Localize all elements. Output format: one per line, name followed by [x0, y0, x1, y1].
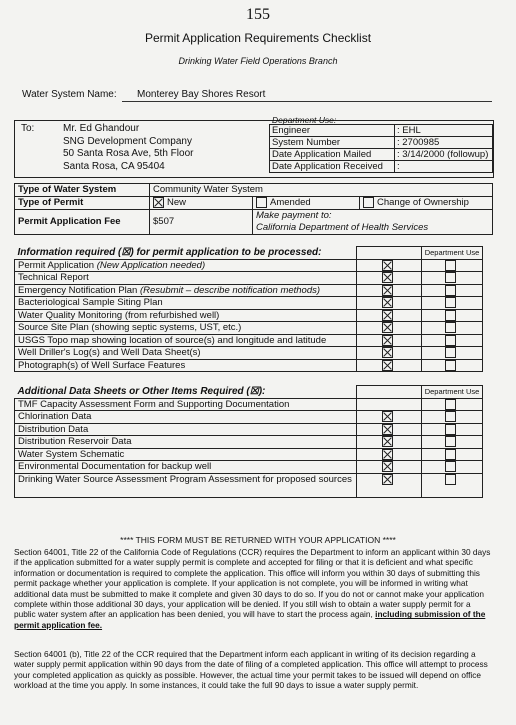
checkbox-icon[interactable]	[256, 197, 267, 208]
req-item: Permit Application (New Application needed)	[15, 259, 357, 272]
checkbox-icon[interactable]	[445, 347, 456, 358]
page-subtitle: Drinking Water Field Operations Branch	[178, 56, 338, 66]
permit-option-amended[interactable]	[253, 197, 360, 210]
information-required-heading: Information required (☒) for permit application to be processed:	[15, 247, 357, 260]
water-system-underline	[122, 101, 492, 102]
req-item: Well Driller's Log(s) and Well Data Sheet(s)	[15, 347, 357, 360]
dept-row	[270, 161, 493, 173]
department-use-heading: Department Use	[422, 247, 483, 260]
information-required-table	[14, 246, 483, 372]
permit-option-label: New	[167, 197, 187, 209]
req-item: Photograph(s) of Well Surface Features	[15, 359, 357, 372]
dept-value: : 2700985	[395, 137, 493, 149]
checkbox-icon[interactable]	[445, 272, 456, 283]
checkbox-icon[interactable]	[382, 310, 393, 321]
dept-value: : 3/14/2000 (followup)	[395, 149, 493, 161]
dept-key: Date Application Mailed	[270, 149, 395, 161]
water-system-label: Water System Name:	[22, 89, 117, 100]
additional-item: Chlorination Data	[15, 411, 357, 424]
checkbox-icon[interactable]	[363, 197, 374, 208]
table-row	[15, 334, 483, 347]
dept-value: : EHL	[395, 125, 493, 137]
checkbox-icon[interactable]	[382, 297, 393, 308]
dept-key: System Number	[270, 137, 395, 149]
checkbox-icon[interactable]	[382, 272, 393, 283]
req-item: USGS Topo map showing location of source(s) and longitude and latitude	[15, 334, 357, 347]
additional-items-table	[14, 385, 483, 498]
checkbox-icon[interactable]	[445, 449, 456, 460]
additional-item: Environmental Documentation for backup well	[15, 461, 357, 474]
checkbox-icon[interactable]	[382, 411, 393, 422]
checkbox-icon[interactable]	[445, 360, 456, 371]
system-info-table	[14, 183, 493, 235]
department-use-table	[269, 124, 493, 173]
additional-item: Drinking Water Source Assessment Program Assessment for proposed sources	[15, 473, 357, 497]
table-row	[15, 309, 483, 322]
additional-item: Distribution Reservoir Data	[15, 436, 357, 449]
checkbox-icon[interactable]	[382, 335, 393, 346]
to-label: To:	[21, 123, 35, 134]
checkbox-icon[interactable]	[382, 424, 393, 435]
payment-info	[253, 210, 493, 235]
table-row	[15, 461, 483, 474]
checkbox-icon[interactable]	[445, 322, 456, 333]
dept-key: Engineer	[270, 125, 395, 137]
table-row	[15, 284, 483, 297]
req-item: Technical Report	[15, 272, 357, 285]
checkbox-icon[interactable]	[445, 461, 456, 472]
recipient-street: 50 Santa Rosa Ave, 5th Floor	[63, 148, 194, 159]
req-item: Water Quality Monitoring (from refurbished well)	[15, 309, 357, 322]
table-row	[15, 398, 483, 411]
checkbox-icon[interactable]	[382, 449, 393, 460]
must-return-notice: **** THIS FORM MUST BE RETURNED WITH YOUR APPLICATION ****	[120, 535, 396, 545]
additional-item: Distribution Data	[15, 423, 357, 436]
table-row	[15, 411, 483, 424]
permit-option-new[interactable]	[150, 197, 253, 210]
dept-row	[270, 149, 493, 161]
req-item: Source Site Plan (showing septic systems, UST, etc.)	[15, 322, 357, 335]
water-system-type-value: Community Water System	[150, 184, 493, 197]
checkbox-icon[interactable]	[382, 461, 393, 472]
checkbox-icon[interactable]	[382, 347, 393, 358]
dept-key: Date Application Received	[270, 161, 395, 173]
table-row	[15, 448, 483, 461]
checkbox-icon[interactable]	[445, 474, 456, 485]
checkbox-icon[interactable]	[445, 399, 456, 410]
department-use-label: Department Use:	[272, 115, 337, 125]
checkbox-icon[interactable]	[445, 285, 456, 296]
checkbox-icon[interactable]	[382, 436, 393, 447]
permit-type-label: Type of Permit	[15, 197, 150, 210]
table-row	[15, 423, 483, 436]
checkbox-icon[interactable]	[445, 411, 456, 422]
fee-label: Permit Application Fee	[15, 210, 150, 235]
payment-line-2: California Department of Health Services	[256, 222, 429, 234]
checkbox-icon[interactable]	[382, 260, 393, 271]
table-row	[15, 473, 483, 497]
table-row	[15, 259, 483, 272]
additional-item: Water System Schematic	[15, 448, 357, 461]
permit-option-change[interactable]	[360, 197, 493, 210]
checkbox-icon[interactable]	[445, 436, 456, 447]
water-system-type-label: Type of Water System	[15, 184, 150, 197]
recipient-city: Santa Rosa, CA 95404	[63, 160, 165, 172]
req-item: Bacteriological Sample Siting Plan	[15, 297, 357, 310]
checkbox-icon[interactable]	[445, 310, 456, 321]
page-title: Permit Application Requirements Checklist	[144, 31, 372, 45]
section-64001-paragraph	[14, 547, 492, 630]
table-row	[15, 359, 483, 372]
checkbox-icon[interactable]	[382, 474, 393, 485]
checkbox-icon[interactable]	[445, 335, 456, 346]
permit-option-label: Amended	[270, 197, 311, 209]
payment-line-1: Make payment to:	[256, 210, 332, 222]
recipient-name: Mr. Ed Ghandour	[63, 123, 140, 134]
additional-item: TMF Capacity Assessment Form and Supporting Documentation	[15, 398, 357, 411]
water-system-value: Monterey Bay Shores Resort	[137, 89, 266, 100]
req-item: Emergency Notification Plan (Resubmit – describe notification methods)	[15, 284, 357, 297]
checkbox-icon[interactable]	[445, 297, 456, 308]
table-row	[15, 272, 483, 285]
checkbox-icon[interactable]	[445, 260, 456, 271]
paragraph-1-text: Section 64001, Title 22 of the California Code of Regulations (CCR) requires the Department to inform an applicant within 30 days if the application submitted for a water supply permit is complete and accepted for filing or that it is deficient and what specific information or documentation is required to complete the application. This office will inform you within 30 days of submitting this permit package whether your application is complete. If your application is not complete, you will be informed in writing what additional data must be submitted to make it complete and given 30 days to do so. If you do not or cannot make your application complete within those additional 30 days, your application will be denied. If you still wish to obtain a water supply permit for a public water system after an application has been denied, you will have to start the process again,	[14, 547, 491, 620]
checkbox-icon[interactable]	[382, 360, 393, 371]
dept-row	[270, 125, 493, 137]
page-number: 155	[246, 6, 270, 23]
checkbox-icon[interactable]	[445, 424, 456, 435]
permit-option-label: Change of Ownership	[377, 197, 469, 209]
dept-value: :	[395, 161, 493, 173]
recipient-company: SNG Development Company	[63, 135, 192, 147]
checkbox-icon[interactable]	[153, 197, 164, 208]
table-row	[15, 436, 483, 449]
checkbox-icon[interactable]	[382, 322, 393, 333]
checkbox-icon[interactable]	[382, 285, 393, 296]
fee-value: $507	[150, 210, 253, 235]
table-row	[15, 297, 483, 310]
table-row	[15, 347, 483, 360]
department-use-heading: Department Use	[422, 386, 483, 399]
recipient-address	[63, 123, 193, 173]
dept-row	[270, 137, 493, 149]
section-64001b-paragraph: Section 64001 (b), Title 22 of the CCR required that the Department inform each applicant in writing of its decision regarding a water supply permit application within 90 days from the date of filing of a completed application. This office will attempt to process your completed application as quickly as possible. However, the actual time your permit takes to be issued will depend on office workload at the time you apply. In some instances, it could take the full 90 days to issue a water supply permit.	[14, 649, 488, 691]
additional-items-heading: Additional Data Sheets or Other Items Required (☒):	[15, 386, 357, 399]
paragraph-1-emphasis: including submission of the permit application fee.	[14, 609, 486, 630]
table-row	[15, 322, 483, 335]
